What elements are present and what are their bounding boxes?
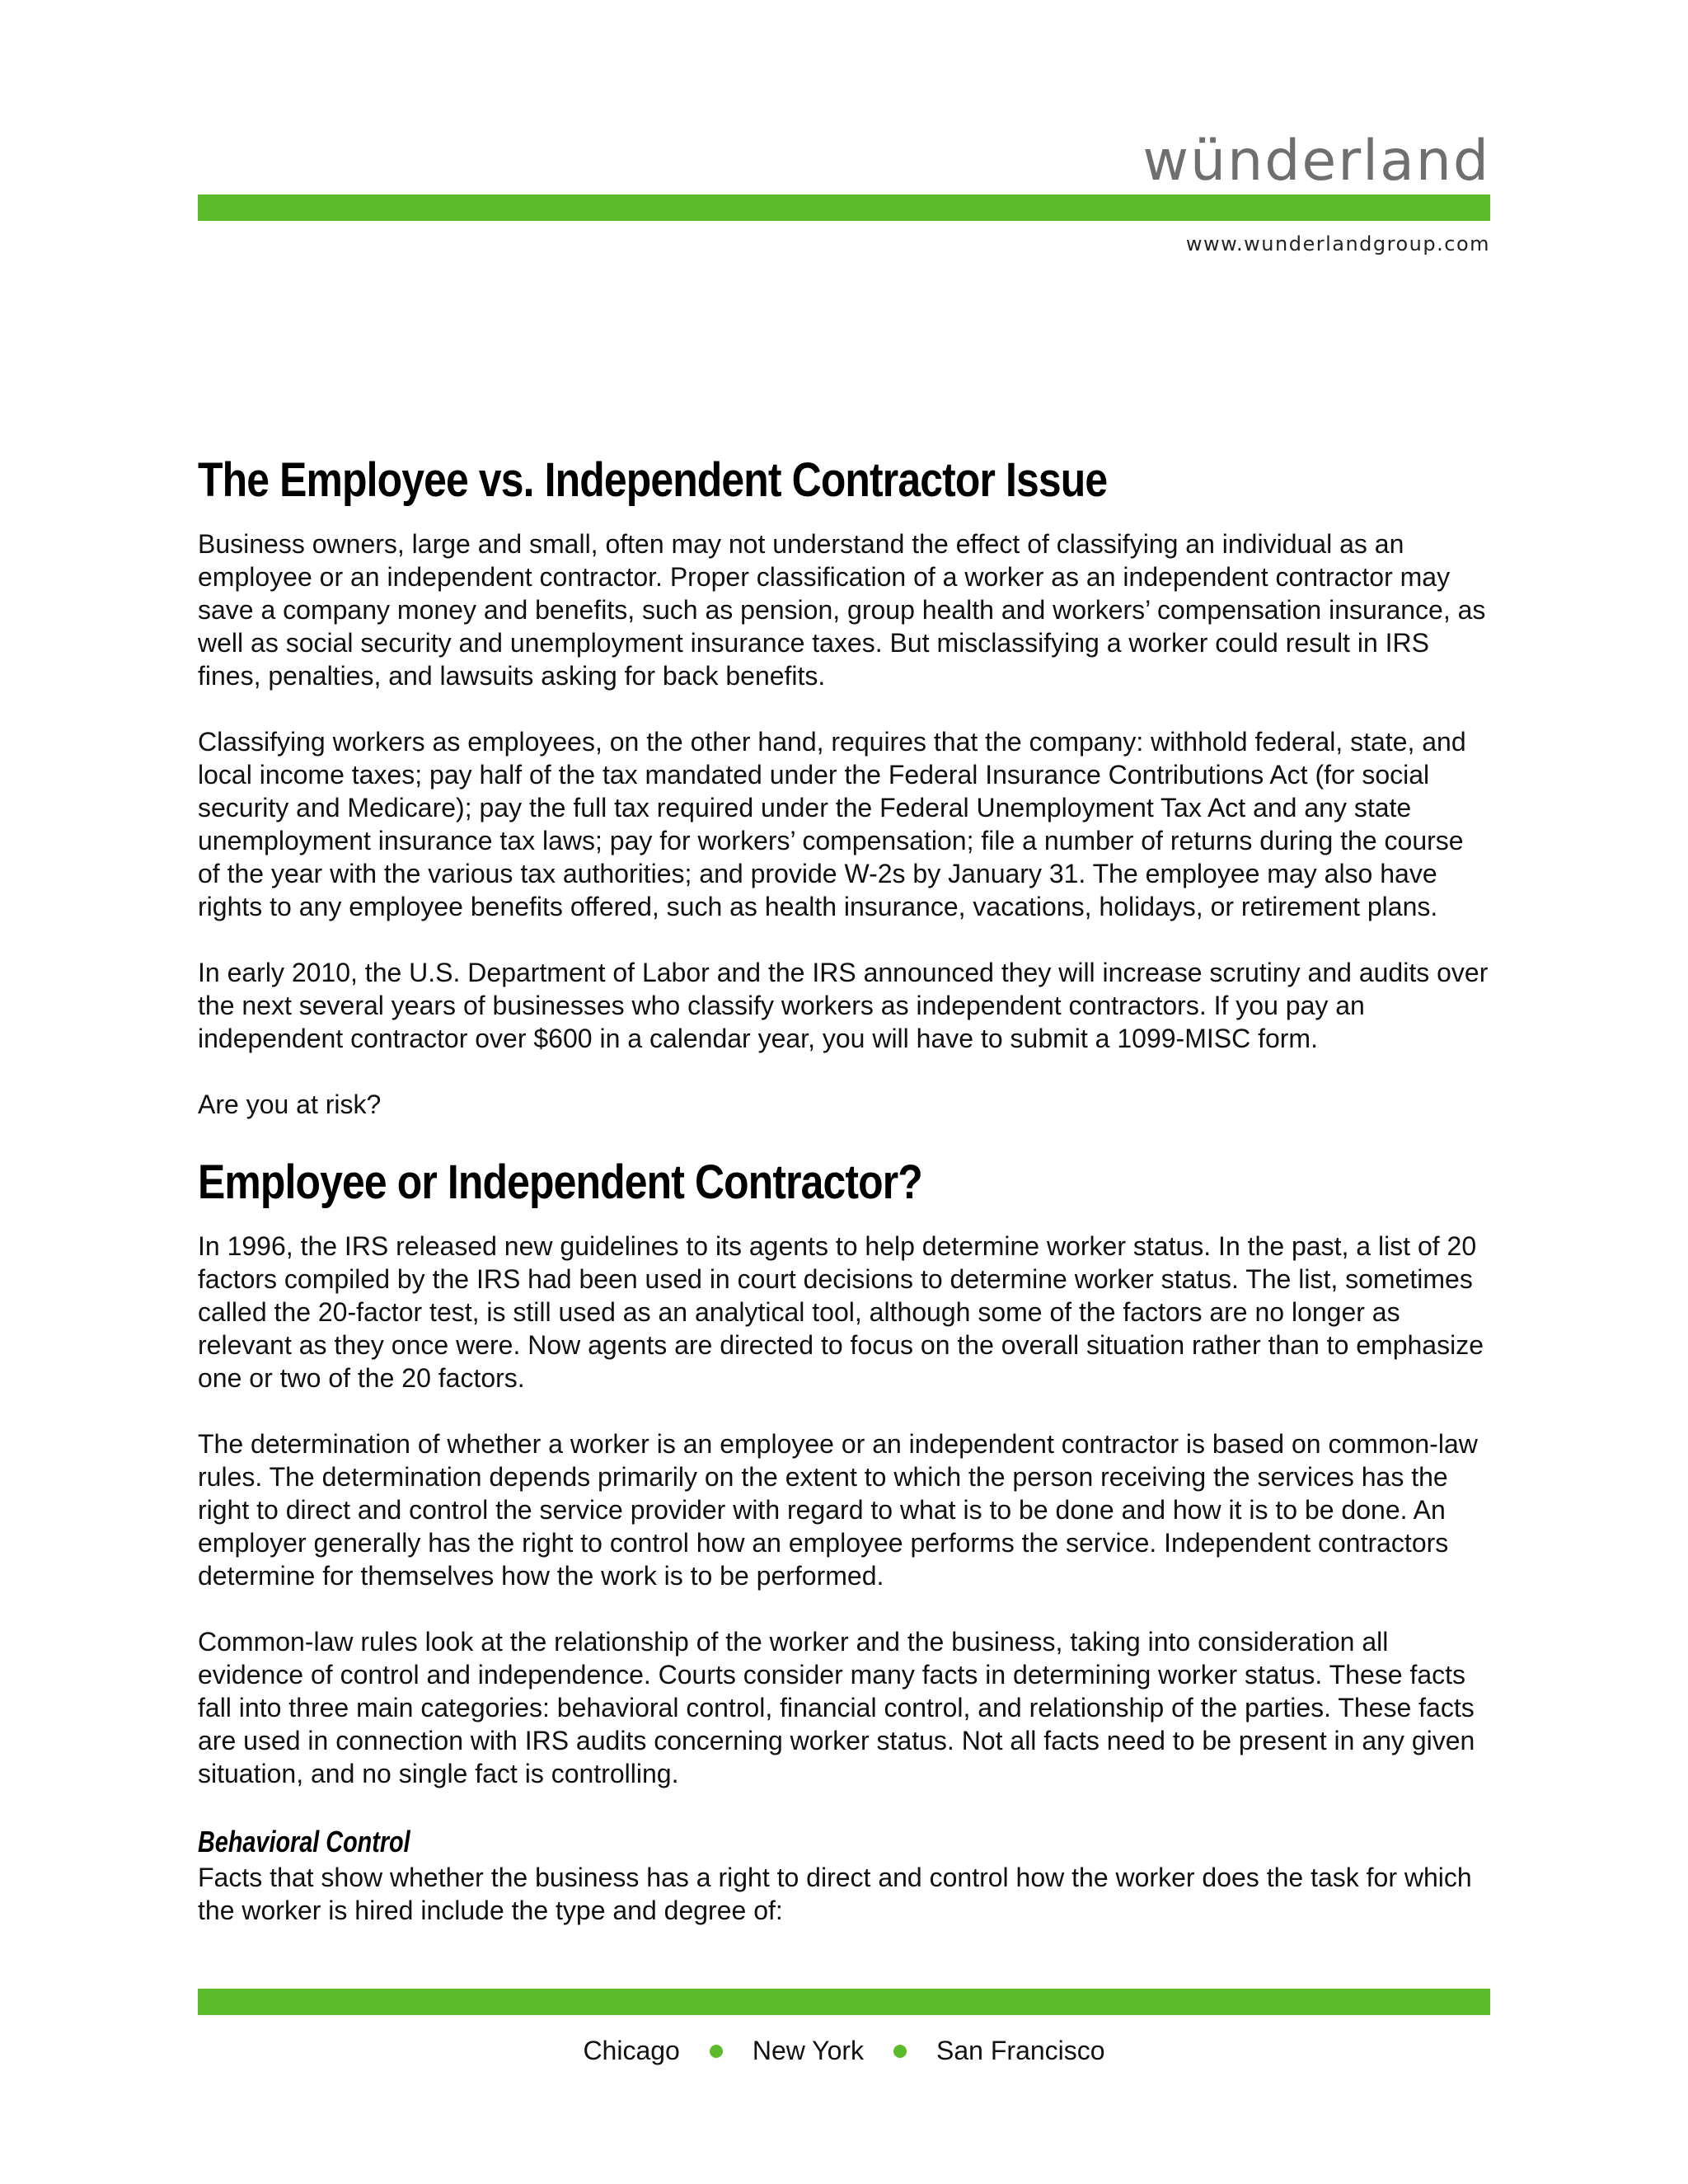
paragraph: Common-law rules look at the relationship of the worker and the business, taking into consideration all evidence of control and independence. Courts consider many facts in determining worker status. These facts fall into three main categories: behavioral control, financial control, and relationship of the parties. These facts are used in connection with IRS audits concerning worker status. Not all facts need to be present in any given situation, and no single fact is controlling. [198, 1627, 1475, 1788]
footer-city: Chicago [583, 2036, 680, 2065]
bullet-dot-icon [893, 2045, 907, 2058]
paragraph: Business owners, large and small, often may not understand the effect of classifying an individual as an employee or an independent contractor. Proper classification of a worker as an independent contractor may save a company money and benefits, such as pension, group health and workers’ compensation insurance, as well as social security and unemployment insurance taxes. But misclassifying a worker could result in IRS fines, penalties, and lawsuits asking for back benefits. [198, 529, 1486, 691]
company-logo [1142, 124, 1490, 194]
footer-cities [0, 2036, 1688, 2066]
paragraph: In 1996, the IRS released new guidelines to its agents to help determine worker status. In the past, a list of 20 factors compiled by the IRS had been used in court decisions to determine worker status. The list, sometimes called the 20-factor test, is still used as an analytical tool, although some of the factors are no longer as relevant as they once were. Now agents are directed to focus on the overall situation rather than to emphasize one or two of the 20 factors. [198, 1231, 1484, 1393]
footer-city: New York [752, 2036, 865, 2065]
footer-city: San Francisco [936, 2036, 1105, 2065]
paragraph: Are you at risk? [198, 1090, 382, 1119]
paragraph: Classifying workers as employees, on the other hand, requires that the company: withhold federal, state, and local income taxes; pay half of the tax mandated under the Federal Insurance Contributions Act (for social security and Medicare); pay the full tax required under the Federal Unemployment Tax Act and any state unemployment insurance tax laws; pay for workers’ compensation; file a number of returns during the course of the year with the various tax authorities; and provide W-2s by January 31. The employee may also have rights to any employee benefits offered, such as health insurance, vacations, holidays, or retirement plans. [198, 727, 1466, 921]
paragraph: In early 2010, the U.S. Department of Labor and the IRS announced they will increase scrutiny and audits over the next several years of businesses who classify workers as independent contractors. If you pay an independent contractor over $600 in a calendar year, you will have to submit a 1099-MISC form. [198, 958, 1489, 1053]
paragraph: The determination of whether a worker is an employee or an independent contractor is based on common-law rules. The determination depends primarily on the extent to which the person receiving the services has the right to direct and control the service provider with regard to what is to be done and how it is to be done. An employer generally has the right to control how an employee performs the service. Independent contractors determine for themselves how the work is to be performed. [198, 1429, 1478, 1591]
subsection-title-behavioral-control: Behavioral Control [198, 1825, 410, 1858]
section-title-issue: The Employee vs. Independent Contractor Issue [198, 453, 1108, 507]
logo-text: wünderland [1142, 129, 1490, 194]
section-title-employee-or-contractor: Employee or Independent Contractor? [198, 1155, 922, 1209]
bullet-dot-icon [710, 2045, 723, 2058]
footer-green-bar [198, 1989, 1490, 2015]
website-url: www.wunderlandgroup.com [1185, 232, 1490, 255]
header-green-bar [198, 194, 1490, 221]
document-body [198, 452, 1490, 1960]
paragraph: Facts that show whether the business has a right to direct and control how the worker does the task for which the worker is hired include the type and degree of: [198, 1863, 1472, 1925]
